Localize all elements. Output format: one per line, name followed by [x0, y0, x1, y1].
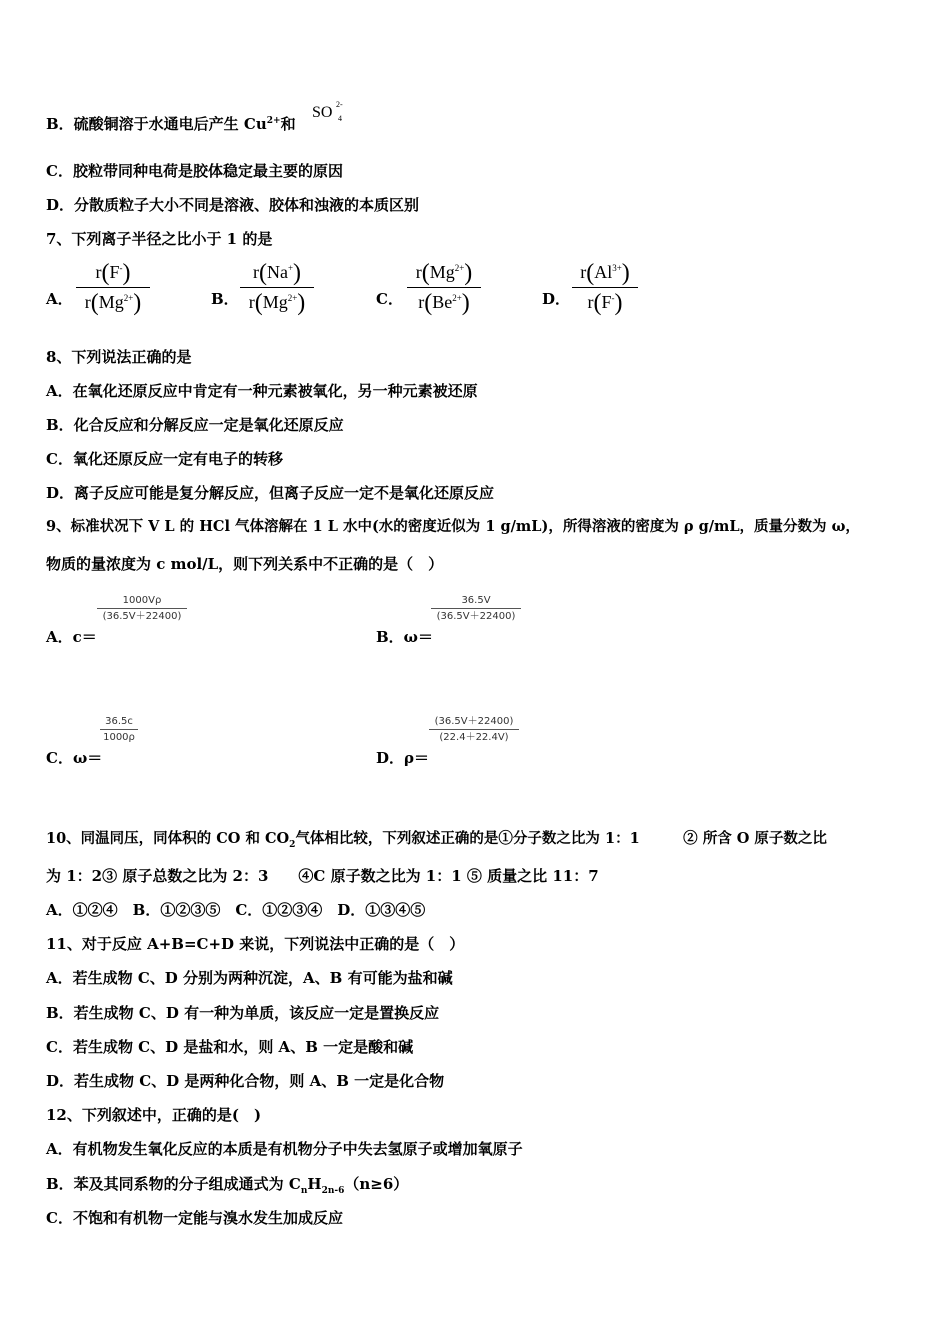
q10-line1-head: 10、同温同压，同体积的 CO 和 CO	[46, 830, 290, 847]
q11-option-b: B．若生成物 C、D 有一种为单质，该反应一定是置换反应	[46, 1004, 440, 1022]
fraction-bar	[429, 729, 519, 730]
q9-a-denominator: (36.5V＋22400)	[102, 611, 182, 622]
q7-d-denominator: r(F-)	[587, 290, 623, 316]
q10-line1-tail: 气体相比较，下列叙述正确的是①分子数之比为 1：1 ② 所含 O 原子数之比	[295, 830, 827, 847]
q8-option-a: A．在氧化还原反应中肯定有一种元素被氧化，另一种元素被还原	[46, 382, 478, 400]
q11-option-d: D．若生成物 C、D 是两种化合物，则 A、B 一定是化合物	[46, 1072, 445, 1090]
q7-b-denominator: $r(Mg^{2+})$	[248, 290, 306, 316]
q9-d-numerator: (36.5V＋22400)	[434, 716, 514, 727]
q8-option-b: B．化合反应和分解反应一定是氧化还原反应	[46, 416, 344, 434]
q12-option-b	[46, 1174, 408, 1194]
q9-option-d-fraction	[429, 715, 519, 744]
q9-d-denominator: (22.4＋22.4V)	[439, 732, 509, 743]
q6-option-c: C．胶粒带同种电荷是胶体稳定最主要的原因	[46, 162, 343, 180]
sulfate-formula	[312, 100, 343, 123]
q8-stem: 8、下列说法正确的是	[46, 348, 192, 366]
q7-a-numerator: r(F-)	[95, 260, 131, 286]
q9-c-denominator: 1000ρ	[103, 732, 135, 743]
hydrogen-subscript: 2n-6	[321, 1186, 345, 1196]
q9-stem-line2: 物质的量浓度为 c mol/L，则下列关系中不正确的是（ ）	[46, 555, 444, 573]
co2-subscript: 2	[289, 839, 296, 850]
q11-option-c: C．若生成物 C、D 是盐和水，则 A、B 一定是酸和碱	[46, 1038, 414, 1056]
fraction-bar	[97, 608, 187, 609]
q9-option-a-label: A．c＝	[46, 628, 97, 646]
q9-a-numerator: 1000Vρ	[122, 595, 162, 606]
q6-option-d: D．分散质粒子大小不同是溶液、胶体和浊液的本质区别	[46, 196, 420, 214]
q7-option-c-label: C．	[376, 290, 403, 308]
q10-stem-line1	[46, 829, 827, 849]
q10-stem-line2: 为 1：2③ 原子总数之比为 2：3 ④C 原子数之比为 1：1 ⑤ 质量之比 11：7	[46, 867, 599, 885]
q9-option-a-fraction	[97, 594, 187, 623]
q7-option-d-fraction	[572, 260, 638, 315]
q8-option-d: D．离子反应可能是复分解反应，但离子反应一定不是氧化还原反应	[46, 484, 495, 502]
fraction-bar	[76, 287, 150, 288]
q9-option-b-fraction	[431, 594, 521, 623]
q12-stem: 12、下列叙述中，正确的是( )	[46, 1106, 262, 1124]
q10-options: A．①②④ B．①②③⑤ C．①②③④ D．①③④⑤	[46, 901, 426, 919]
q9-option-b-label: B．ω＝	[376, 628, 433, 646]
q9-c-numerator: 36.5c	[105, 716, 133, 727]
sulfate-main: SO	[312, 104, 333, 121]
q7-stem: 7、下列离子半径之比小于 1 的是	[46, 230, 273, 248]
q7-c-denominator: $r(Be^{2+})$	[418, 290, 470, 316]
q9-option-c-fraction	[100, 715, 138, 744]
q8-option-c: C．氧化还原反应一定有电子的转移	[46, 450, 283, 468]
q6-option-b-tail: 和	[280, 115, 296, 133]
fraction-bar	[407, 287, 481, 288]
q7-option-a-fraction	[76, 260, 150, 315]
fraction-bar	[100, 729, 138, 730]
q12-b-tail: （n≥6）	[344, 1175, 409, 1193]
q9-b-denominator: (36.5V＋22400)	[436, 611, 516, 622]
q7-option-b-label: B．	[211, 290, 239, 308]
q12-option-a: A．有机物发生氧化反应的本质是有机物分子中失去氢原子或增加氧原子	[46, 1140, 523, 1158]
q7-c-numerator: $r(Mg^{2+})$	[415, 260, 473, 286]
cu-charge: 2+	[266, 116, 281, 126]
q9-stem-line1: 9、标准状况下 V L 的 HCl 气体溶解在 1 L 水中(水的密度近似为 1 g/mL)，所得溶液的密度为 ρ g/mL，质量分数为 ω，	[46, 518, 860, 535]
q6-option-b	[46, 114, 296, 134]
q7-b-numerator: r(Na+)	[252, 260, 302, 286]
sulfate-charge: 2-	[336, 100, 343, 109]
q6-option-b-text: B．硫酸铜溶于水通电后产生 Cu	[46, 115, 267, 133]
q12-b-hydrogen: H	[307, 1175, 322, 1193]
fraction-bar	[240, 287, 314, 288]
q7-option-a-label: A．	[46, 290, 73, 308]
q7-option-b-fraction	[240, 260, 314, 315]
q7-a-denominator: $r(Mg^{2+})$	[84, 290, 142, 316]
fraction-bar	[572, 287, 638, 288]
q12-b-head: B．苯及其同系物的分子组成通式为 C	[46, 1175, 301, 1193]
q11-option-a: A．若生成物 C、D 分别为两种沉淀，A、B 有可能为盐和碱	[46, 969, 453, 987]
q7-option-c-fraction	[407, 260, 481, 315]
q9-option-d-label: D．ρ＝	[376, 749, 429, 767]
q7-d-numerator: $r(Al^{3+})$	[580, 260, 630, 286]
q12-option-c: C．不饱和有机物一定能与溴水发生加成反应	[46, 1209, 343, 1227]
q11-stem: 11、对于反应 A+B=C+D 来说，下列说法中正确的是（ ）	[46, 935, 465, 953]
q7-option-d-label: D．	[542, 290, 571, 308]
sulfate-subscript: 4	[338, 114, 342, 123]
carbon-subscript: n	[300, 1186, 308, 1196]
q9-b-numerator: 36.5V	[461, 595, 491, 606]
fraction-bar	[431, 608, 521, 609]
q9-option-c-label: C．ω＝	[46, 749, 103, 767]
